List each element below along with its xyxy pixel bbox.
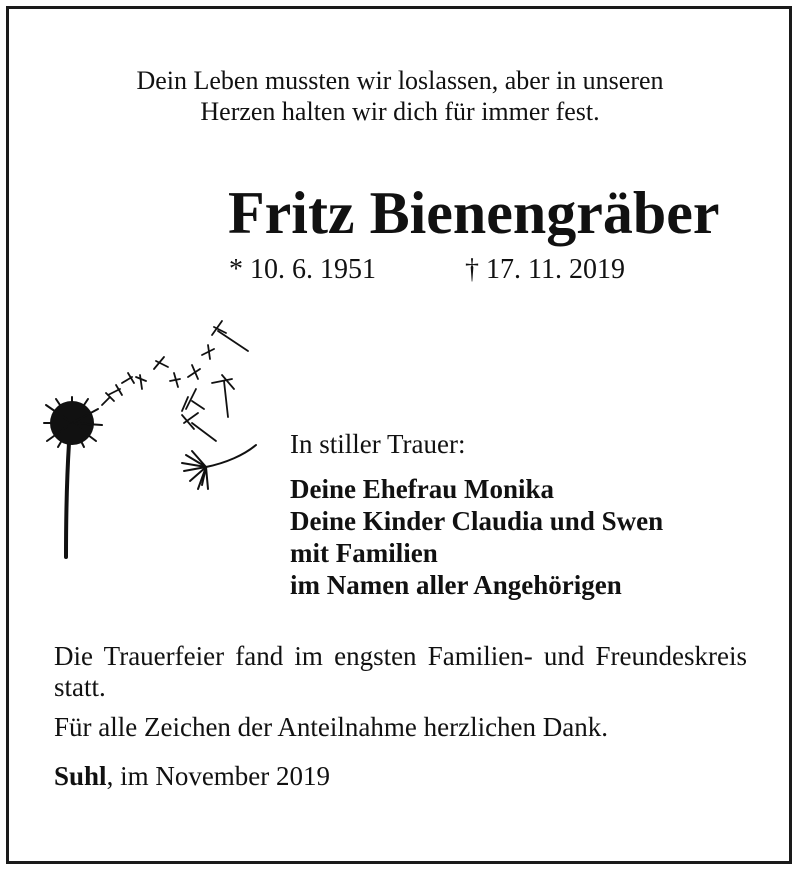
thanks-note: Für alle Zeichen der Anteilnahme herzlichen Dank. bbox=[54, 712, 609, 742]
place-and-date bbox=[54, 761, 330, 792]
mourner-line: mit Familien bbox=[290, 538, 438, 568]
service-note: Die Trauerfeier fand im engsten Familien- und Freundeskreis statt. bbox=[54, 641, 747, 702]
death-date: † 17. 11. 2019 bbox=[465, 254, 625, 285]
mourning-intro: In stiller Trauer: bbox=[290, 429, 466, 459]
motto-line-1: Dein Leben mussten wir loslassen, aber in unseren bbox=[136, 66, 664, 95]
mourner-line: Deine Kinder Claudia und Swen bbox=[290, 506, 664, 536]
dandelion-icon bbox=[36, 305, 272, 565]
place-name: Suhl bbox=[54, 761, 107, 791]
mourners-list bbox=[290, 473, 663, 601]
deceased-name: Fritz Bienengräber bbox=[228, 180, 720, 246]
motto-verse bbox=[0, 65, 800, 127]
notice-date: , im November 2019 bbox=[106, 761, 331, 791]
mourner-line: Deine Ehefrau Monika bbox=[290, 474, 555, 504]
mourner-line: im Namen aller Angehörigen bbox=[290, 570, 622, 600]
birth-date: * 10. 6. 1951 bbox=[229, 254, 376, 285]
motto-line-2: Herzen halten wir dich für immer fest. bbox=[200, 97, 600, 126]
